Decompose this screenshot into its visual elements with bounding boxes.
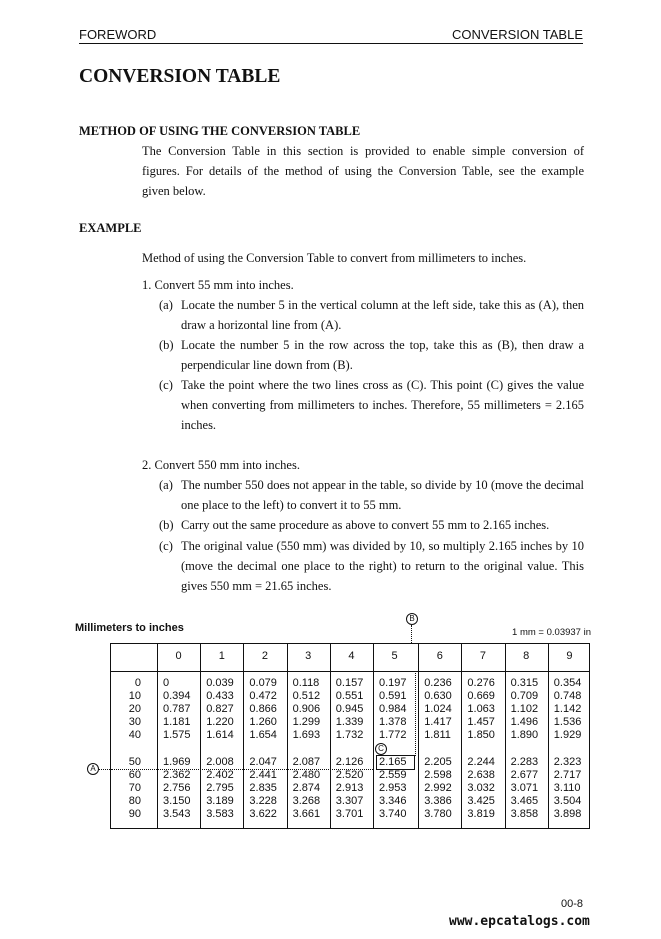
table-cell: 2.559: [379, 769, 407, 781]
table-row-mm-label: 40: [128, 729, 141, 741]
method-line-1: The Conversion Table in this section is provided to enable simple conversion of: [142, 144, 584, 158]
table-column-divider: [287, 644, 288, 828]
table-row-mm-label: 30: [128, 716, 141, 728]
table-cell: 2.165: [379, 756, 407, 768]
table-conversion-note: 1 mm = 0.03937 in: [512, 627, 591, 638]
table-cell: 3.465: [510, 795, 539, 807]
table-cell: 2.323: [553, 756, 582, 768]
table-cell: 0.276: [467, 677, 495, 689]
page-number: 00-8: [560, 898, 583, 910]
table-cell: 1.850: [467, 729, 495, 741]
table-cell: 2.402: [206, 769, 234, 781]
table-cell: 3.425: [467, 795, 495, 807]
table-cell: 3.780: [424, 808, 452, 820]
step2-b-text: Carry out the same procedure as above to convert 55 mm to 2.165 inches.: [181, 518, 550, 532]
table-cell: 3.110: [553, 782, 581, 794]
table-cell: 3.189: [206, 795, 234, 807]
table-row-mm-label: 0: [134, 677, 141, 689]
step2-c-label: (c): [159, 539, 173, 553]
table-cell: 1.457: [467, 716, 495, 728]
table-column-header: 3: [305, 650, 312, 662]
table-cell: 2.795: [206, 782, 234, 794]
table-cell: 3.228: [249, 795, 277, 807]
table-cell: 0.118: [292, 677, 320, 689]
table-cell: 3.150: [163, 795, 191, 807]
marker-c: C: [375, 743, 387, 755]
page-title: CONVERSION TABLE: [79, 66, 281, 87]
table-cell: 2.480: [292, 769, 321, 781]
table-cell: 2.677: [510, 769, 539, 781]
table-cell: 1.693: [292, 729, 321, 741]
table-cell: 0.787: [163, 703, 191, 715]
table-cell: 0.039: [206, 677, 234, 689]
marker-b: B: [406, 613, 418, 625]
table-cell: 3.032: [467, 782, 495, 794]
table-cell: 1.811: [424, 729, 451, 741]
table-row-mm-label: 60: [128, 769, 141, 781]
method-line-3: given below.: [142, 184, 206, 198]
table-cell: 2.598: [424, 769, 452, 781]
table-cell: 1.575: [163, 729, 191, 741]
table-cell: 0.591: [379, 690, 407, 702]
table-column-divider: [157, 644, 158, 828]
table-cell: 2.283: [510, 756, 539, 768]
table-cell: 1.536: [553, 716, 582, 728]
table-cell: 3.661: [292, 808, 321, 820]
table-cell: 1.732: [335, 729, 364, 741]
table-column-divider: [505, 644, 506, 828]
method-heading: METHOD OF USING THE CONVERSION TABLE: [79, 124, 361, 138]
step2-label: 2. Convert 550 mm into inches.: [142, 458, 300, 472]
table-row-mm-label: 80: [128, 795, 141, 807]
method-line-2: figures. For details of the method of using the Conversion Table, see the example: [142, 164, 584, 178]
table-cell: 0.669: [467, 690, 495, 702]
table-cell: 0: [163, 677, 170, 689]
table-cell: 2.362: [163, 769, 191, 781]
table-cell: 0.079: [249, 677, 277, 689]
table-cell: 3.346: [379, 795, 407, 807]
table-row-mm-label: 90: [128, 808, 141, 820]
table-cell: 0.630: [424, 690, 452, 702]
table-row-mm-label: 50: [128, 756, 141, 768]
table-cell: 0.433: [206, 690, 234, 702]
table-cell: 3.819: [467, 808, 495, 820]
table-cell: 3.543: [163, 808, 191, 820]
table-cell: 3.268: [292, 795, 321, 807]
step1-label: 1. Convert 55 mm into inches.: [142, 278, 294, 292]
table-row-mm-label: 20: [128, 703, 141, 715]
step2-a-text: The number 550 does not appear in the table, so divide by 10 (move the decimal one place to the left) to convert it to 55 mm.: [181, 478, 584, 512]
table-cell: 0.709: [510, 690, 539, 702]
table-cell: 2.638: [467, 769, 495, 781]
table-column-header: 9: [566, 650, 573, 662]
table-cell: 3.622: [249, 808, 277, 820]
table-cell: 3.701: [335, 808, 364, 820]
table-cell: 1.102: [510, 703, 539, 715]
table-column-header: 4: [348, 650, 355, 662]
table-cell: 3.071: [510, 782, 539, 794]
table-cell: 2.047: [249, 756, 277, 768]
step2-c-text: The original value (550 mm) was divided by 10, so multiply 2.165 inches by 10 (move the decimal one place to the right) to return to the original value. This gives 550 mm = 21.65 inches.: [181, 539, 584, 593]
table-cell: 0.394: [163, 690, 191, 702]
table-title: Millimeters to inches: [75, 622, 184, 634]
table-cell: 1.299: [292, 716, 321, 728]
page-header: [79, 27, 583, 44]
table-cell: 0.512: [292, 690, 321, 702]
table-column-header: 8: [523, 650, 530, 662]
table-cell: 2.835: [249, 782, 277, 794]
table-column-header: 0: [175, 650, 182, 662]
table-cell: 1.417: [424, 716, 452, 728]
table-cell: 0.197: [379, 677, 407, 689]
table-cell: 2.244: [467, 756, 495, 768]
table-column-header: 7: [479, 650, 487, 662]
table-row-mm-label: 10: [128, 690, 141, 702]
table-cell: 1.378: [379, 716, 407, 728]
table-cell: 2.008: [206, 756, 234, 768]
table-cell: 1.890: [510, 729, 539, 741]
table-cell: 2.441: [249, 769, 277, 781]
table-cell: 0.827: [206, 703, 234, 715]
table-column-divider: [418, 644, 419, 828]
table-cell: 2.953: [379, 782, 407, 794]
step2-b-label: (b): [159, 518, 174, 532]
table-cell: 0.906: [292, 703, 321, 715]
table-cell: 0.748: [553, 690, 582, 702]
table-cell: 1.024: [424, 703, 452, 715]
table-cell: 2.756: [163, 782, 191, 794]
table-column-divider: [200, 644, 201, 828]
step1-c-text: Take the point where the two lines cross as (C). This point (C) gives the value when converting from millimeters to inches. Therefore, 55 millimeters = 2.165 inches.: [181, 378, 584, 432]
table-column-divider: [461, 644, 462, 828]
table-cell: 1.929: [553, 729, 582, 741]
table-cell: 0.157: [335, 677, 364, 689]
example-column-guide: [415, 671, 416, 756]
table-cell: 1.614: [206, 729, 234, 741]
table-cell: 1.063: [467, 703, 495, 715]
example-intro: Method of using the Conversion Table to convert from millimeters to inches.: [142, 251, 527, 265]
marker-a: A: [87, 763, 99, 775]
table-cell: 2.874: [292, 782, 321, 794]
step1-b-text: Locate the number 5 in the row across the top, take this as (B), then draw a perpendicular line down from (B).: [181, 338, 584, 372]
table-cell: 1.181: [163, 716, 191, 728]
table-cell: 3.386: [424, 795, 452, 807]
table-cell: 0.945: [335, 703, 364, 715]
table-cell: 1.654: [249, 729, 277, 741]
step1-a-text: Locate the number 5 in the vertical column at the left side, take this as (A), then draw a horizontal line from (A).: [181, 298, 584, 332]
example-result-box: [376, 755, 415, 770]
table-cell: 0.472: [249, 690, 277, 702]
table-column-divider: [243, 644, 244, 828]
table-column-header: 5: [391, 650, 398, 662]
header-page-topic: CONVERSION TABLE: [452, 27, 583, 42]
table-column-divider: [548, 644, 549, 828]
table-cell: 2.717: [553, 769, 582, 781]
step1-a-label: (a): [159, 298, 173, 312]
table-cell: 3.583: [206, 808, 234, 820]
table-column-header: 2: [261, 650, 269, 662]
table-cell: 3.898: [553, 808, 582, 820]
header-section-label: FOREWORD: [79, 27, 157, 42]
conversion-table: [110, 643, 590, 829]
table-cell: 0.551: [335, 690, 364, 702]
table-cell: 2.126: [335, 756, 364, 768]
table-cell: 3.740: [379, 808, 407, 820]
step2-a-label: (a): [159, 478, 173, 492]
marker-a-guide: [99, 769, 110, 770]
table-cell: 1.260: [249, 716, 277, 728]
watermark: www.epcatalogs.com: [449, 914, 590, 929]
table-cell: 0.354: [553, 677, 582, 689]
table-cell: 2.913: [335, 782, 364, 794]
table-cell: 1.142: [553, 703, 582, 715]
step1-b-label: (b): [159, 338, 174, 352]
table-cell: 1.969: [163, 756, 191, 768]
table-cell: 1.772: [379, 729, 407, 741]
table-cell: 0.315: [510, 677, 539, 689]
table-column-header: 6: [436, 650, 443, 662]
table-cell: 2.205: [424, 756, 452, 768]
table-cell: 3.858: [510, 808, 539, 820]
table-column-divider: [373, 644, 374, 828]
table-column-header: 1: [218, 650, 225, 662]
table-column-divider: [330, 644, 331, 828]
table-cell: 3.504: [553, 795, 582, 807]
table-cell: 1.220: [206, 716, 234, 728]
table-cell: 3.307: [335, 795, 364, 807]
marker-b-guide: [411, 625, 412, 643]
table-cell: 2.992: [424, 782, 452, 794]
table-cell: 1.496: [510, 716, 539, 728]
example-heading: EXAMPLE: [79, 221, 142, 235]
table-cell: 0.236: [424, 677, 452, 689]
step1-c-label: (c): [159, 378, 173, 392]
table-cell: 2.087: [292, 756, 321, 768]
table-row-mm-label: 70: [128, 782, 141, 794]
table-cell: 2.520: [335, 769, 364, 781]
table-cell: 0.866: [249, 703, 277, 715]
example-row-guide: [111, 769, 373, 770]
table-cell: 0.984: [379, 703, 407, 715]
table-cell: 1.339: [335, 716, 364, 728]
